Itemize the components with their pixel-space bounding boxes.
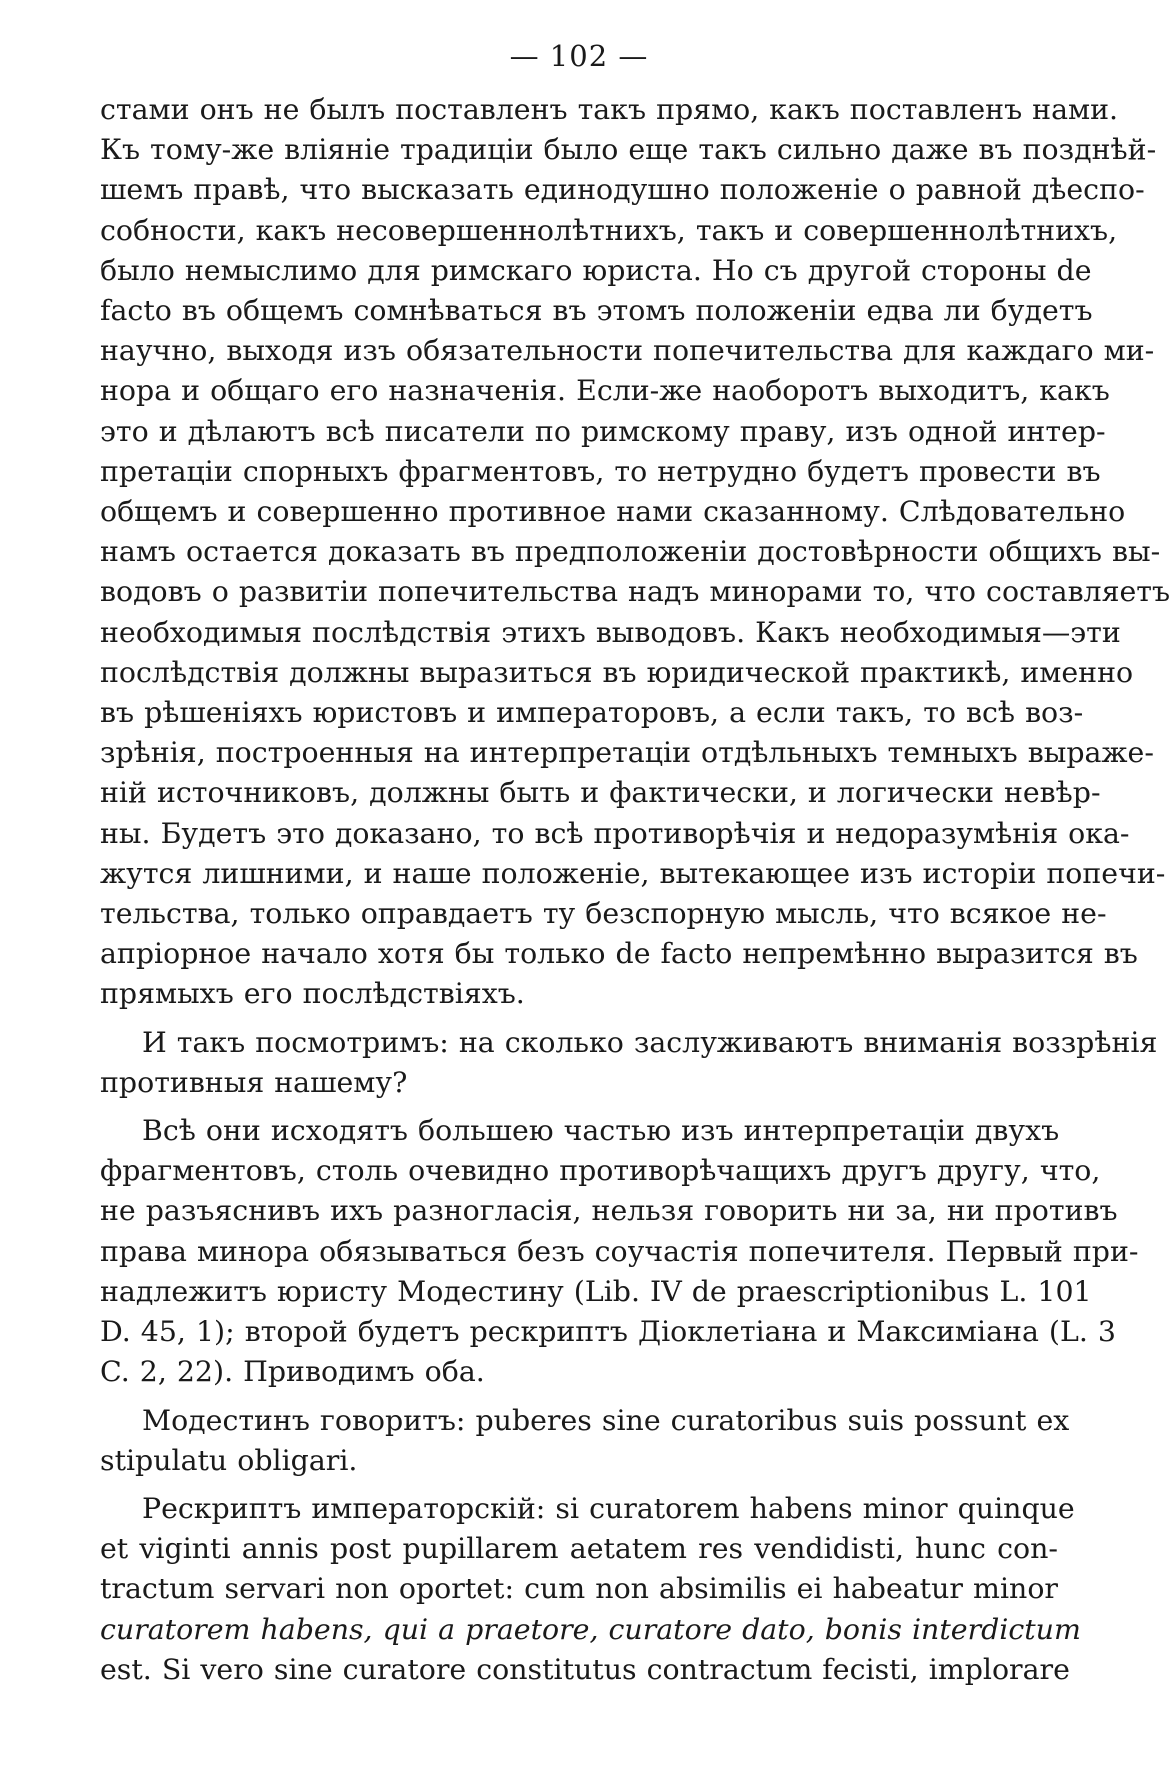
text-line: намъ остается доказать въ предположеніи достовѣрности общихъ вы- — [100, 535, 1161, 569]
text-line: Модестинъ говоритъ: puberes sine curatoribus suis possunt ex — [142, 1403, 1070, 1437]
text-line: стами онъ не былъ поставленъ такъ прямо, какъ поставленъ нами. — [100, 93, 1119, 126]
paragraph-3 — [100, 1111, 1139, 1392]
paragraph-2 — [100, 1023, 1158, 1103]
paragraph-1 — [100, 90, 1170, 1015]
text-line: необходимыя послѣдствія этихъ выводовъ. Какъ необходимыя—эти — [100, 615, 1121, 649]
text-line: послѣдствія должны выразиться въ юридической практикѣ, именно — [100, 655, 1134, 689]
text-line: въ рѣшеніяхъ юристовъ и императоровъ, а если такъ, то всѣ воз- — [100, 696, 1084, 730]
text-line: ній источниковъ, должны быть и фактически, и логически невѣр- — [100, 776, 1101, 810]
text-line: общемъ и совершенно противное нами сказанному. Слѣдовательно — [100, 495, 1126, 529]
text-line: претаціи спорныхъ фрагментовъ, то нетрудно будетъ провести въ — [100, 454, 1101, 488]
text-line: права минора обязываться безъ соучастія попечителя. Первый при- — [100, 1234, 1139, 1268]
text-line: научно, выходя изъ обязательности попечительства для каждаго ми- — [100, 334, 1155, 368]
text-line: не разъяснивъ ихъ разногласія, нельзя говорить ни за, ни противъ — [100, 1194, 1118, 1228]
text-line: апріорное начало хотя бы только de facto непремѣнно выразится въ — [100, 937, 1138, 971]
text-line: надлежитъ юристу Модестину (Lib. IV de praescriptionibus L. 101 — [100, 1274, 1092, 1308]
text-line: ны. Будетъ это доказано, то всѣ противорѣчія и недоразумѣнія ока- — [100, 816, 1130, 850]
text-line: это и дѣлаютъ всѣ писатели по римскому праву, изъ одной интер- — [100, 414, 1106, 448]
text-line: est. Si vero sine curatore constitutus contractum fecisti, implorare — [100, 1652, 1070, 1686]
text-line: curatorem habens, qui a praetore, curatore dato, bonis interdictum — [100, 1612, 1081, 1646]
text-line: тельства, только оправдаетъ ту безспорную мысль, что всякое не- — [100, 897, 1107, 931]
text-line: противныя нашему? — [100, 1065, 408, 1099]
text-line: C. 2, 22). Приводимъ оба. — [100, 1355, 485, 1389]
paragraph-5 — [100, 1489, 1081, 1690]
paragraph-4 — [100, 1401, 1070, 1481]
page-number: — 102 — — [509, 39, 649, 73]
text-line: et viginti annis post pupillarem aetatem res vendidisti, hunc con- — [100, 1532, 1058, 1566]
text-line: фрагментовъ, столь очевидно противорѣчащихъ другъ другу, что, — [100, 1154, 1101, 1188]
text-line: водовъ о развитіи попечительства надъ минорами то, что составляетъ — [100, 575, 1170, 609]
text-line: прямыхъ его послѣдствіяхъ. — [100, 977, 525, 1011]
text-line: собности, какъ несовершеннолѣтнихъ, такъ и совершеннолѣтнихъ, — [100, 213, 1118, 247]
text-line: Всѣ они исходятъ большею частью изъ интерпретаціи двухъ — [142, 1114, 1060, 1148]
text-line: Рескриптъ императорскій: si curatorem habens minor quinque — [142, 1491, 1075, 1525]
text-line: жутся лишними, и наше положеніе, вытекающее изъ исторіи попечи- — [100, 856, 1166, 890]
text-line: было немыслимо для римскаго юриста. Но съ другой стороны de — [100, 253, 1092, 287]
text-line: зрѣнія, построенныя на интерпретаціи отдѣльныхъ темныхъ выраже- — [100, 736, 1154, 770]
text-line: Къ тому-же вліяніе традиціи было еще такъ сильно даже въ позднѣй- — [100, 133, 1157, 167]
text-line: D. 45, 1); второй будетъ рескриптъ Діоклетіана и Максиміана (L. 3 — [100, 1315, 1116, 1349]
text-line: нора и общаго его назначенія. Если-же наоборотъ выходитъ, какъ — [100, 374, 1110, 408]
text-line: facto въ общемъ сомнѣваться въ этомъ положеніи едва ли будетъ — [100, 294, 1093, 328]
text-line: шемъ правѣ, что высказать единодушно положеніе о равной дѣеспо- — [100, 173, 1145, 207]
text-line: stipulatu obligari. — [100, 1443, 358, 1477]
book-page — [100, 36, 1170, 1690]
text-line: tractum servari non oportet: cum non absimilis ei habeatur minor — [100, 1572, 1058, 1606]
text-line: И такъ посмотримъ: на сколько заслуживаютъ вниманія воззрѣнія — [142, 1025, 1158, 1059]
